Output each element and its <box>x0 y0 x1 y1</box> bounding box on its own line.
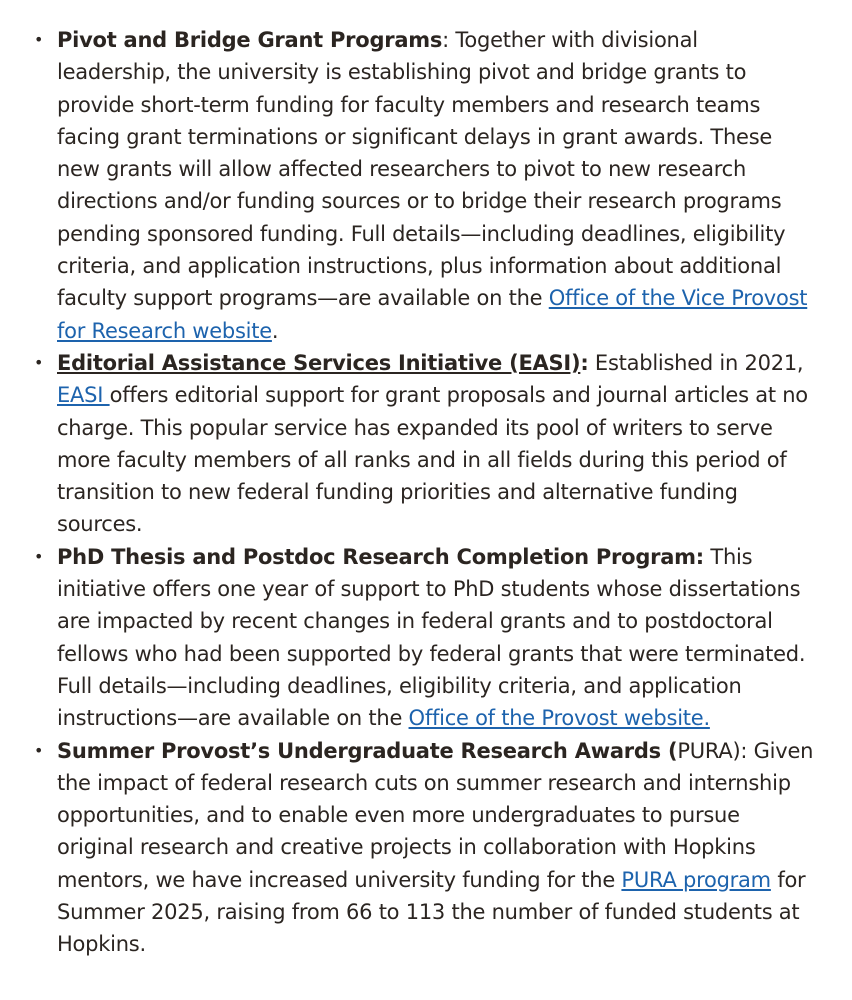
office-of-provost-link[interactable]: Office of the Provost website. <box>408 706 710 731</box>
list-item-pivot-bridge <box>34 24 816 347</box>
item-text-end: for Summer 2025, raising from 66 to 113 the number of funded students at Hopkins. <box>57 867 806 957</box>
vice-provost-research-link[interactable]: Office of the Vice Provost for Research website <box>57 286 808 343</box>
item-text: Established in 2021, <box>588 350 804 375</box>
bullet-icon: • <box>34 30 44 49</box>
item-title: Pivot and Bridge Grant Programs <box>57 28 443 52</box>
item-title: Summer Provost’s Undergraduate Research Awards ( <box>57 738 678 763</box>
item-title-suffix: : <box>580 350 589 375</box>
item-text: This initiative offers one year of support to PhD students whose dissertations are impacted by recent changes in federal grants and to postdoctoral fellows who had been supported by federal grants that were terminated. Full details—including deadlines, eligibility criteria, and application instructions—are available on the <box>57 544 806 731</box>
easi-title-link[interactable]: Editorial Assistance Services Initiative (EASI) <box>57 350 581 375</box>
item-text: : Together with divisional leadership, the university is establishing pivot and bridge grants to provide short-term funding for faculty members and research teams facing grant terminations or significant delays in grant awards. These new grants will allow affected researchers to pivot to new research directions and/or funding sources or to bridge their research programs pending sponsored funding. Full details—including deadlines, eligibility criteria, and application instructions, plus information about additional faculty support programs—are available on the <box>57 28 786 311</box>
bullet-icon: • <box>34 740 44 760</box>
support-programs-list <box>34 24 816 961</box>
list-item-pura <box>34 735 816 961</box>
pura-program-link[interactable]: PURA program <box>621 867 771 892</box>
list-item-phd-postdoc <box>34 541 816 735</box>
item-text-end: . <box>271 318 279 343</box>
item-text: PURA): Given the impact of federal research cuts on summer research and internship opportunities, and to enable even more undergraduates to pursue original research and creative projects in collaboration with Hopkins mentors, we have increased university funding for the <box>57 738 814 892</box>
item-title: PhD Thesis and Postdoc Research Completion Program: <box>57 544 704 569</box>
item-text-end: offers editorial support for grant proposals and journal articles at no charge. This popular service has expanded its pool of writers to serve more faculty members of all ranks and in all fields during this period of transition to new federal funding priorities and alternative funding sources. <box>57 383 808 537</box>
easi-link[interactable]: EASI <box>57 383 110 408</box>
bullet-icon: • <box>34 546 44 566</box>
bullet-icon: • <box>34 352 44 372</box>
list-item-easi <box>34 347 816 541</box>
